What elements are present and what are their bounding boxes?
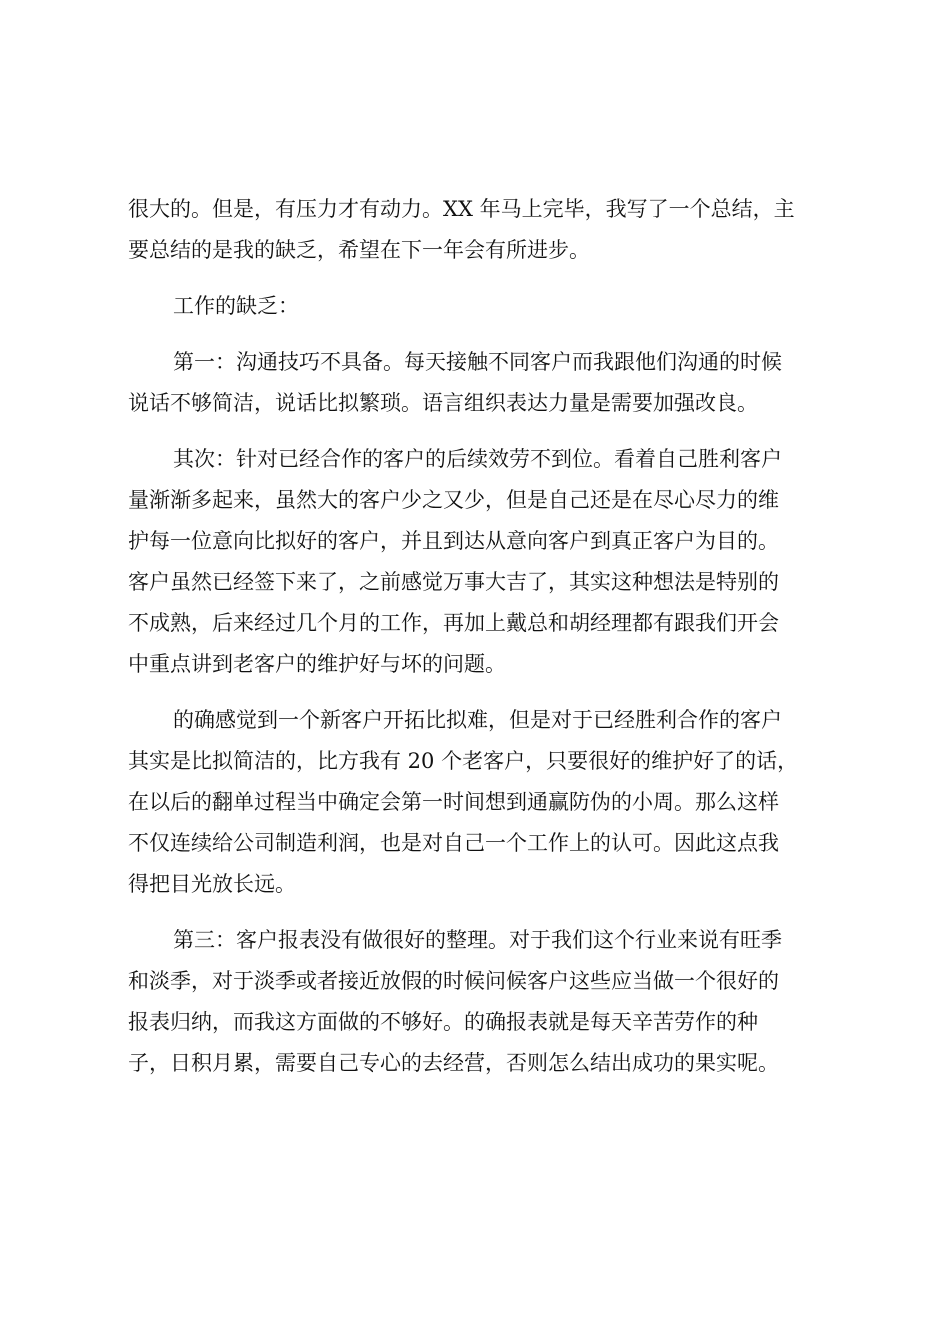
paragraph-gap <box>128 424 832 439</box>
paragraph-line: 其次：针对已经合作的客户的后续效劳不到位。看着自己胜利客户 <box>173 447 782 471</box>
paragraph-gap <box>128 271 832 286</box>
paragraph-line: 说话不够简洁，说话比拟繁琐。语言组织表达力量是需要加强改良。 <box>128 391 758 415</box>
paragraph-line: 不仅连续给公司制造利润，也是对自己一个工作上的认可。因此这点我 <box>128 831 779 855</box>
paragraph-line: 在以后的翻单过程当中确定会第一时间想到通赢防伪的小周。那么这样 <box>128 790 779 814</box>
paragraph-line: 量渐渐多起来，虽然大的客户少之又少，但是自己还是在尽心尽力的维 <box>128 488 779 512</box>
paragraph-line: 和淡季，对于淡季或者接近放假的时候问候客户这些应当做一个很好的 <box>128 969 779 993</box>
paragraph-gap <box>128 327 832 342</box>
paragraph-line: 其实是比拟简洁的，比方我有 20 个老客户，只要很好的维护好了的话， <box>128 749 799 773</box>
paragraph-line: 子，日积月累，需要自己专心的去经营，否则怎么结出成功的果实呢。 <box>128 1051 779 1075</box>
section-heading: 工作的缺乏： <box>173 294 299 318</box>
paragraph-line: 第三：客户报表没有做很好的整理。对于我们这个行业来说有旺季 <box>173 928 782 952</box>
document-body <box>128 189 832 1084</box>
paragraph-line: 得把目光放长远。 <box>128 872 296 896</box>
paragraph-line: 很大的。但是，有压力才有动力。XX 年马上完毕，我写了一个总结，主 <box>128 197 795 221</box>
paragraph-line: 中重点讲到老客户的维护好与坏的问题。 <box>128 652 506 676</box>
paragraph-gap <box>128 905 832 920</box>
paragraph-line: 不成熟，后来经过几个月的工作，再加上戴总和胡经理都有跟我们开会 <box>128 611 779 635</box>
paragraph-line: 报表归纳，而我这方面做的不够好。的确报表就是每天辛苦劳作的种 <box>128 1010 758 1034</box>
paragraph-line: 客户虽然已经签下来了，之前感觉万事大吉了，其实这种想法是特别的 <box>128 570 779 594</box>
paragraph-line: 的确感觉到一个新客户开拓比拟难，但是对于已经胜利合作的客户 <box>173 708 782 732</box>
paragraph-line: 第一：沟通技巧不具备。每天接触不同客户而我跟他们沟通的时候 <box>173 350 782 374</box>
paragraph-line: 护每一位意向比拟好的客户，并且到达从意向客户到真正客户为目的。 <box>128 529 779 553</box>
paragraph-gap <box>128 685 832 700</box>
paragraph-line: 要总结的是我的缺乏，希望在下一年会有所进步。 <box>128 238 590 262</box>
